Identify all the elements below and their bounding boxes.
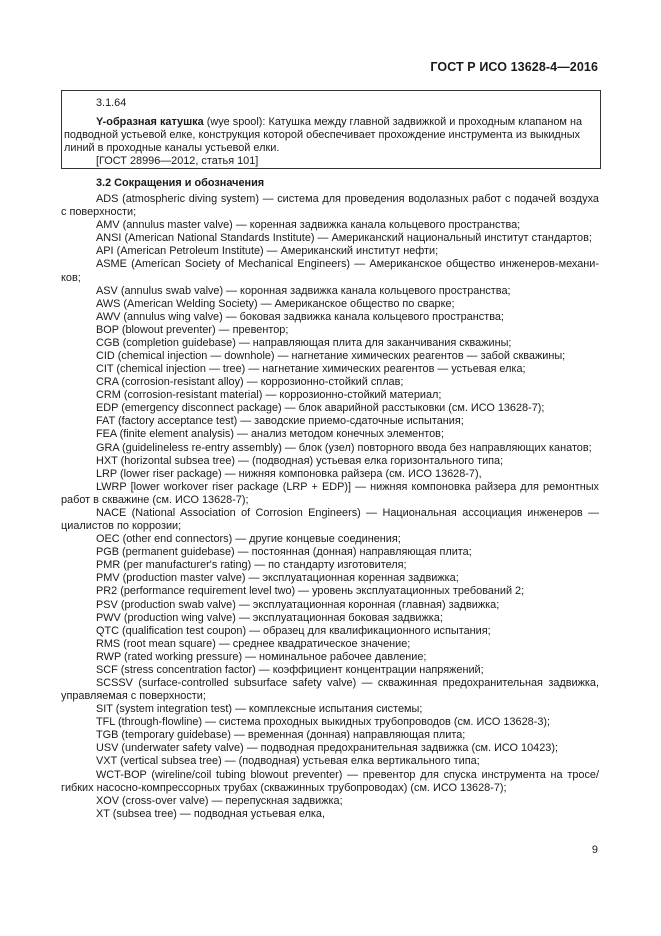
abbreviation-line: FEA (finite element analysis) — анализ методом конечных элементов; [96, 428, 444, 441]
abbreviation-line: QTC (qualification test coupon) — образец для квалификационного испытания; [96, 624, 491, 637]
abbreviation-line: RMS (root mean square) — среднее квадратическое значение; [96, 637, 411, 650]
abbreviation-line: PMR (per manufacturer's rating) — по стандарту изготовителя; [96, 559, 407, 572]
abbreviation-line: CRA (corrosion-resistant alloy) — коррозионно-стойкий сплав; [96, 376, 404, 389]
abbreviation-line: AMV (annulus master valve) — коренная задвижка канала кольцевого пространства; [96, 219, 521, 232]
term-number: 3.1.64 [96, 97, 127, 109]
abbreviation-line: XT (subsea tree) — подводная устьевая елка, [96, 807, 326, 820]
abbreviation-line: ASV (annulus swab valve) — коронная задвижка канала кольцевого пространства; [96, 284, 511, 297]
abbreviation-line: USV (underwater safety valve) — подводная предохранительная задвижка (см. ИСО 10423); [96, 742, 558, 755]
abbreviation-line: с поверхности; [61, 206, 137, 219]
term-definition-part1: Катушка между главной задвижкой и проходным клапаном на [268, 116, 583, 128]
abbreviation-line: гибких насосно-компрессорных трубах (скважинных трубопроводах) (см. ИСО 13628-7); [61, 781, 507, 794]
abbreviation-line: ков; [61, 271, 81, 284]
abbreviation-line: SCF (stress concentration factor) — коэффициент концентрации напряжений; [96, 663, 484, 676]
abbreviation-line: CRM (corrosion-resistant material) — коррозионно-стойкий материал; [96, 389, 442, 402]
abbreviation-line: NACE (National Association of Corrosion Engineers) — Национальная ассоциация инженеров — [96, 506, 599, 519]
abbreviation-line: AWV (annulus wing valve) — боковая задвижка канала кольцевого пространства; [96, 310, 504, 323]
abbreviation-line: EDP (emergency disconnect package) — блок аварийной расстыковки (см. ИСО 13628-7); [96, 402, 545, 415]
term-source: [ГОСТ 28996—2012, статья 101] [96, 155, 259, 167]
abbreviation-line: TFL (through-flowline) — система проходных выкидных трубопроводов (см. ИСО 13628-3); [96, 716, 551, 729]
abbreviation-line: TGB (temporary guidebase) — временная (донная) направляющая плита; [96, 729, 466, 742]
abbreviation-line: PWV (production wing valve) — эксплуатационная боковая задвижка; [96, 611, 443, 624]
abbreviation-line: LRP (lower riser package) — нижняя компоновка райзера (см. ИСО 13628-7), [96, 467, 482, 480]
abbreviation-line: CGB (completion guidebase) — направляющая плита для заканчивания скважины; [96, 336, 512, 349]
abbreviation-line: CIT (chemical injection — tree) — нагнетание химических реагентов — устьевая елка; [96, 363, 526, 375]
abbreviation-line: SCSSV (surface-controlled subsurface safety valve) — скважинная предохранительная задвижка, [96, 677, 599, 689]
term-name: Y-образная катушка [96, 116, 204, 128]
abbreviation-line: LWRP [lower workover riser package (LRP + EDP)] — нижняя компоновка райзера для ремонтных [96, 480, 599, 493]
abbreviation-line: PGB (permanent guidebase) — постоянная (донная) направляющая плита; [96, 546, 472, 559]
abbreviation-line: ASME (American Society of Mechanical Engineers) — Американское общество инженеров-механи- [96, 258, 599, 271]
term-line-3: линий в проходные каналы устьевой елки. [64, 142, 280, 154]
abbreviation-line: работ в скважине (см. ИСО 13628-7); [61, 493, 249, 506]
term-english: (wye spool): [203, 116, 269, 128]
abbreviation-line: WCT-BOP (wireline/coil tubing blowout preventer) — превентор для спуска инструмента на тросе/ [96, 768, 599, 781]
abbreviation-line: PSV (production swab valve) — эксплуатационная коронная (главная) задвижка; [96, 598, 500, 611]
abbreviation-line: VXT (vertical subsea tree) — (подводная) устьевая елка вертикального типа; [96, 755, 480, 768]
abbreviation-line: BOP (blowout preventer) — превентор; [96, 323, 289, 336]
abbreviation-line: XOV (cross-over valve) — перепускная задвижка; [96, 794, 343, 807]
abbreviation-line: PR2 (performance requirement level two) — уровень эксплуатационных требований 2; [96, 585, 525, 598]
page-header-standard: ГОСТ Р ИСО 13628-4—2016 [430, 60, 598, 74]
abbreviation-line: AWS (American Welding Society) — Американское общество по сварке; [96, 297, 455, 310]
abbreviation-line: OEC (other end connectors) — другие концевые соединения; [96, 533, 401, 546]
abbreviation-line: PMV (production master valve) — эксплуатационная коренная задвижка; [96, 572, 459, 585]
abbreviation-line: GRA (guidelineless re-entry assembly) — блок (узел) повторного ввода без направляющих канатов; [96, 441, 592, 454]
abbreviation-line: API (American Petroleum Institute) — Американский институт нефти; [96, 245, 439, 258]
abbreviation-line: циалистов по коррозии; [61, 520, 182, 532]
section-title: 3.2 Сокращения и обозначения [96, 177, 265, 189]
abbreviation-line: FAT (factory acceptance test) — заводские приемо-сдаточные испытания; [96, 415, 464, 428]
abbreviation-line: RWP (rated working pressure) — номинальное рабочее давление; [96, 650, 427, 663]
abbreviation-line: HXT (horizontal subsea tree) — (подводная) устьевая елка горизонтального типа; [96, 454, 504, 467]
abbreviation-line: CID (chemical injection — downhole) — нагнетание химических реагентов — забой скважины; [96, 350, 566, 362]
abbreviation-line: ADS (atmospheric diving system) — система для проведения водолазных работ с подачей воздуха [96, 193, 599, 205]
term-line-2: подводной устьевой елке, конструкция которой обеспечивает прохождение инструмента из выкидных [64, 129, 581, 141]
abbreviation-line: управляемая с поверхности; [61, 690, 206, 702]
abbreviation-line: ANSI (American National Standards Institute) — Американский национальный институт стандартов; [96, 232, 592, 245]
abbreviation-line: SIT (system integration test) — комплексные испытания системы; [96, 703, 423, 716]
page-number: 9 [591, 844, 598, 856]
